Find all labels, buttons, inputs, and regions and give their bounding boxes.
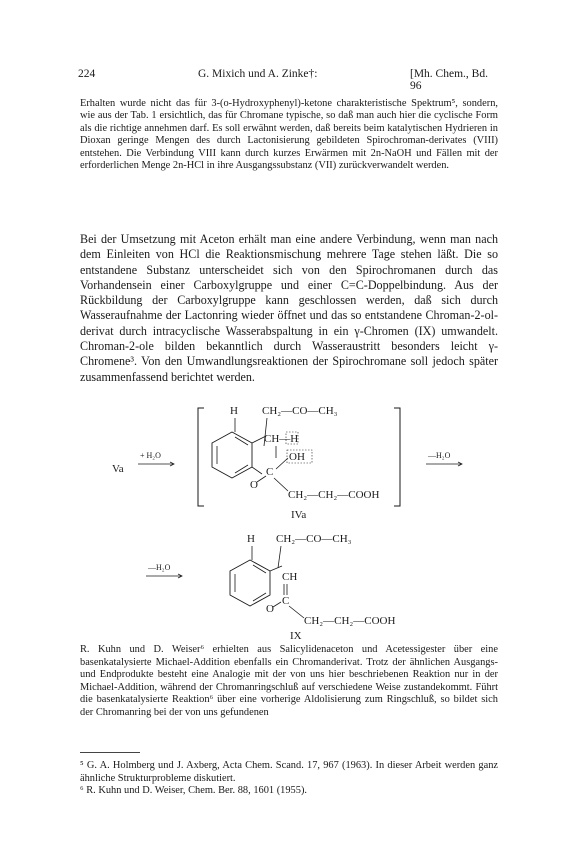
ix-bond-c-side	[289, 606, 304, 618]
footnote-6: ⁶ R. Kuhn und D. Weiser, Chem. Ber. 88, 1601 (1955).	[80, 785, 307, 796]
ix-label: IX	[290, 630, 302, 642]
running-title: G. Mixich und A. Zinke†:	[198, 68, 318, 80]
footnote-5: ⁵ G. A. Holmberg und J. Axberg, Acta Chem. Scand. 17, 967 (1963). In dieser Arbeit werden ganz ähnliche Strukturprobleme diskutiert.	[80, 760, 498, 784]
ix-ch: CH	[282, 571, 298, 583]
reaction-scheme	[0, 396, 576, 651]
iva-double-bond-3	[235, 465, 248, 473]
iva-bond-c-oh	[276, 458, 288, 469]
ix-o: O	[266, 603, 274, 615]
paragraph-3: R. Kuhn und D. Weiser⁶ erhielten aus Salicylidenaceton und Acetessigester über eine basenkatalysierte Michael-Addition ebenfalls ein Chromanderivat. Trotz der ähnlichen Ausgangs- und Endprodukte besteht eine Analogie mit der von uns hier beschriebenen Reaktion nur in der Michael-Addition, während der Chromanringschluß auf verschiedene Weise zustandekommt. Führt die basenkatalysierte Reaktion⁶ über eine vorherige Aldolisierung zum Ringschluß, so bildet sich der Chromanring bei der von uns gefundenen	[80, 644, 498, 718]
ix-double-bond-2	[253, 565, 266, 573]
iva-benzene-ring	[212, 432, 252, 478]
structure-iva	[212, 405, 379, 501]
ix-bond-side	[278, 546, 281, 568]
iva-side-bottom: CH₂—CH₂—COOH	[288, 489, 380, 501]
ix-c: C	[282, 595, 290, 607]
structure-ix	[230, 533, 395, 627]
iva-bond-o	[252, 467, 262, 474]
iva-c: C	[266, 466, 274, 478]
arrow2-label: —H₂O	[428, 451, 451, 460]
page-header	[78, 68, 498, 92]
ix-bond-o-c	[273, 602, 281, 607]
iva-double-bond-2	[235, 437, 248, 445]
ix-h: H	[247, 533, 255, 545]
paragraph-1: Erhalten wurde nicht das für 3-(o-Hydroxyphenyl)-ketone charakteristische Spektrum⁵, sondern, wie aus der Tab. 1 ersichtlich, das für Chromane typische, so daß man auch hier die cyclische Form als die richtige annehmen darf. Es soll erwähnt werden, daß bereits beim katalytischen Hydrieren in Dioxan geringe Mengen des durch Lactonisierung gebildeten Spirochroman-derivates (VIII) entstehen. Die Verbindung VIII kann durch kurzes Erwärmen mit 2n-NaOH und Fällen mit der erforderlichen Menge 2n-HCl in ihre Ausgangssubstanz (VII) zurückverwandelt werden.	[80, 98, 498, 172]
ix-side-bottom: CH₂—CH₂—COOH	[304, 615, 396, 627]
iva-bond-o-c	[257, 476, 266, 482]
journal-reference: [Mh. Chem., Bd. 96	[410, 68, 488, 92]
left-bracket	[198, 408, 204, 506]
iva-ch-h: CH—H	[264, 433, 299, 445]
ix-benzene-ring	[230, 560, 270, 606]
iva-bond-c-side	[274, 478, 288, 491]
right-bracket	[394, 408, 400, 506]
footnote-rule	[80, 752, 140, 753]
iva-o: O	[250, 479, 258, 491]
scheme-svg	[0, 396, 576, 646]
iva-label: IVa	[291, 509, 307, 521]
ix-double-bond-3	[253, 593, 266, 601]
iva-h: H	[230, 405, 238, 417]
iva-oh: OH	[289, 451, 305, 463]
paragraph-2: Bei der Umsetzung mit Aceton erhält man eine andere Verbindung, wenn man nach dem Einleiten von HCl die Reaktionsmischung mehrere Tage stehen läßt. Die so entstandene Substanz unterscheidet sich von den Spirochromanen durch das Vorhandensein einer Carboxylgruppe und einer C=C-Doppelbindung. Aus der Rückbildung der Carboxylgruppe kann geschlossen werden, daß sich durch Wasseraufnahme der Lactonring wieder öffnet und das so entstandene Chroman-2-ol-derivat durch intracyclische Wasserabspaltung in ein γ-Chromen (IX) umwandelt. Chroman-2-ole bilden bekanntlich durch Wasseraustritt besonders leicht γ-Chromene³. Von den Umwandlungsreaktionen der Spirochromane soll jedoch später zusammenfassend berichtet werden.	[80, 232, 498, 384]
ix-side-top: CH₂—CO—CH₃	[276, 533, 352, 545]
ix-bond-ch	[270, 566, 282, 571]
arrow1-label: + H₂O	[140, 451, 161, 460]
page-number: 224	[78, 68, 96, 80]
arrow3-label: —H₂O	[148, 563, 171, 572]
iva-side-top: CH₂—CO—CH₃	[262, 405, 338, 417]
start-compound-label: Va	[112, 463, 124, 475]
